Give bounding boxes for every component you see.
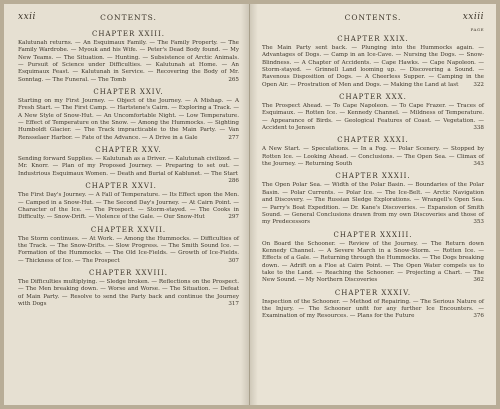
chapter-entry — [262, 93, 484, 132]
chapter-entry — [262, 35, 484, 89]
chapter-text: A New Start. — Speculations. — In a Fog. — Polar Scenery. — Stopped by Rotten Ice. — Looking Ahead. — Conclusions. — The Open Sea. — Climax of the Journey. — Returning South — [262, 146, 484, 168]
chapter-title: CHAPTER XXVI. — [85, 182, 157, 191]
chapter-summary — [262, 182, 484, 226]
chapter-summary — [18, 156, 239, 185]
chapter-entry — [18, 182, 239, 221]
chapter-summary — [262, 241, 484, 285]
chapter-title: CHAPTER XXXIV. — [334, 288, 412, 297]
chapter-page-number: 286 — [228, 178, 239, 185]
page-number: xxii — [18, 12, 36, 22]
chapter-summary — [18, 98, 239, 142]
chapter-text: The Storm continues. — At Work. — Among the Hummocks. — Difficulties of the Track. — The Snow-Drifts. — Slow Progress. — The Smith Sound Ice. — Formation of the Hummocks. — The Old Ice-Fields. — Growth of Ice-Fields. — Thickness of Ice. — The Prospect — [18, 235, 239, 264]
chapter-page-number: 297 — [228, 214, 239, 221]
chapter-page-number: 322 — [473, 81, 484, 88]
page-number: xxiii — [462, 12, 484, 22]
chapter-title: CHAPTER XXX. — [339, 93, 407, 102]
running-head-title: CONTENTS. — [344, 13, 402, 22]
chapter-summary — [18, 192, 239, 221]
left-page — [4, 4, 250, 405]
chapter-title: CHAPTER XXXIII. — [333, 230, 413, 239]
chapter-page-number: 277 — [228, 134, 239, 141]
running-head-title: CONTENTS. — [100, 13, 157, 22]
chapter-page-number: 353 — [473, 219, 484, 226]
chapter-summary — [262, 299, 484, 321]
chapter-text: Inspection of the Schooner. — Method of Repairing. — The Serious Nature of the Injury. — The Schooner unfit for any further Ice Encounters. — Examination of my Resources. — Plans for the Future — [262, 298, 484, 320]
chapter-page-number: 338 — [473, 125, 484, 132]
chapter-text: The Prospect Ahead. — To Cape Napoleon. — To Cape Frazer. — Traces of Esquimaux. — Rotten Ice. — Kennedy Channel. — Mildness of Temperature. — Appearance of Birds. — Geological Features of Coast. — Vegetation. — Accident to Jensen — [262, 103, 484, 132]
chapter-page-number: 265 — [228, 76, 239, 83]
chapter-entry — [18, 226, 239, 265]
chapter-entry — [262, 289, 484, 321]
chapter-page-number: 307 — [228, 257, 239, 264]
chapter-text: The Difficulties multiplying. — Sledge broken. — Reflections on the Prospect. — The Men breaking down. — Worse and Worse. — The Situation. — Defeat of Main Party. — Resolve to send the Party back and continue the Journey with Dogs — [18, 278, 239, 307]
chapter-text: On Board the Schooner. — Review of the Journey. — The Return down Kennedy Channel. — A Severe March in a Snow-Storm. — Rotten Ice. — Effects of a Gale. — Returning through the Hummocks. — The Dogs breaking down. — Adrift on a Floe at Cairn Point. — The Open Water compels us to take to the Land. — Reaching the Schooner. — Projecting a Chart. — The New Sound. — My Northern Discoveries — [262, 240, 484, 284]
running-head-right — [262, 12, 484, 24]
chapter-title: CHAPTER XXVIII. — [88, 268, 169, 277]
chapter-summary — [262, 45, 484, 89]
chapter-title: CHAPTER XXIV. — [93, 88, 164, 97]
chapter-page-number: 362 — [473, 277, 484, 284]
running-head-left — [18, 12, 239, 24]
right-page — [250, 4, 496, 405]
chapter-summary — [262, 146, 484, 168]
chapter-title: CHAPTER XXV. — [95, 146, 162, 155]
chapter-entry — [262, 172, 484, 226]
chapter-text: The Main Party sent back. — Plunging into the Hummocks again. — Advantages of Dogs. — Camp in an Ice-Cave. — Nursing the Dogs. — Snow-Blindness. — A Chapter of Accidents. — Cape Hawks. — Cape Napoleon. — Storm-stayed. — Grinnell Land looming up. — Discovering a Sound. — Ravenous Disposition of Dogs. — A Cheerless Supper. — Camping in the Open Air. — Prostration of Men and Dogs. — Making the Land at last — [262, 45, 484, 88]
chapter-title: CHAPTER XXXI. — [337, 136, 409, 145]
gutter-shadow — [250, 4, 258, 405]
chapter-entry — [262, 136, 484, 168]
chapter-title: CHAPTER XXVII. — [90, 225, 167, 234]
chapter-page-number: 317 — [228, 300, 239, 307]
chapter-entry — [18, 146, 239, 185]
chapter-text: Sending forward Supplies. — Kalutunah as a Driver. — Kalutunah civilized. — Mr. Knorr. — Plan of my Proposed Journey. — Preparing to set out. — Industrious Esquimaux Women. — Death and Burial of Kablunet. — The Start — [18, 156, 239, 177]
chapter-text: Starting on my First Journey. — Object of the Journey. — A Mishap. — A Fresh Start. — The First Camp. — Hartstene's Cairn. — Exploring a Track. — A New Style of Snow-Hut. — An Uncomfortable Night. — Low Temperature. — Effect of Temperature on the Snow. — Among the Hummocks. — Sighting Humboldt Glacier. — The Track impracticable to the Main Party. — Van Rensselaer Harbor. — Fate of the Advance. — A Drive in a Gale — [18, 98, 239, 141]
chapter-summary — [262, 103, 484, 132]
gutter-shadow — [241, 4, 249, 405]
chapter-title: CHAPTER XXIII. — [92, 30, 165, 38]
chapter-entry — [18, 88, 239, 142]
chapter-title: CHAPTER XXIX. — [337, 35, 409, 43]
chapter-page-number: 343 — [473, 161, 484, 168]
chapter-summary — [18, 40, 239, 84]
chapter-entry — [262, 231, 484, 285]
chapter-summary — [18, 279, 239, 308]
chapter-entry — [18, 269, 239, 308]
chapter-summary — [18, 236, 239, 265]
chapter-title: CHAPTER XXXII. — [335, 172, 411, 181]
page-column-label: PAGE — [470, 27, 484, 32]
chapter-page-number: 376 — [473, 313, 484, 320]
book-spread — [4, 4, 496, 405]
chapter-entry — [18, 30, 239, 84]
chapter-text: Kalutunah returns. — An Esquimaux Family. — The Family Property. — The Family Wardrobe. — Myouk and his Wife. — Peter's Dead Body found. — My New Teams. — The Situation. — Hunting. — Subsistence of Arctic Animals. — Pursuit of Science under Difficulties. — Kalutunah at Home. — An Esquimaux Feast. — Kalutunah in Service. — Recovering the Body of Mr. Sonntag. — The Funeral. — The Tomb — [18, 40, 239, 83]
chapter-text: The First Day's Journey. — A Fall of Temperature. — Its Effect upon the Men. — Camped in a Snow-Hut. — The Second Day's Journey. — At Cairn Point. — Character of the Ice. — The Prospect. — Storm-stayed. — The Cooks in Difficulty. — Snow-Drift. — Violence of the Gale. — Our Snow-Hut — [18, 192, 239, 221]
chapter-text: The Open Polar Sea. — Width of the Polar Basin. — Boundaries of the Polar Basin. — Polar Currents. — Polar Ice. — The Ice-Belt. — Arctic Navigation and Discovery. — The Russian Sledge Explorations. — Wrangell's Open Sea. — Parry's Boat Expedition. — Dr. Kane's Discoveries. — Expansion of Smith Sound. — General Conclusions drawn from my own Discoveries and those of my Predecessors — [262, 182, 484, 226]
